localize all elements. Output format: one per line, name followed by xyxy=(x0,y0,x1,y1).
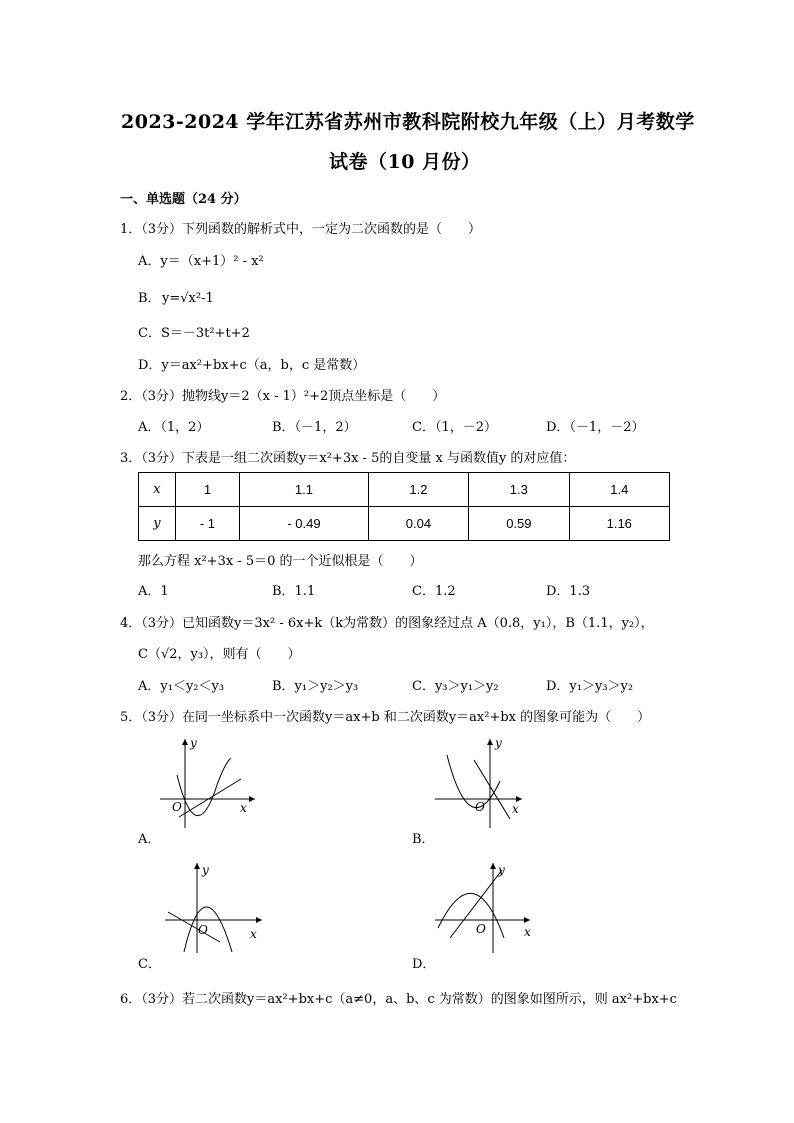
x-axis-label: x xyxy=(512,802,519,816)
x-axis-label: x xyxy=(250,927,257,941)
section-heading: 一、单选题（24 分） xyxy=(120,192,247,207)
y-axis-label: y xyxy=(190,736,197,750)
graph-a xyxy=(155,733,265,833)
table-cell: 1.3 xyxy=(469,473,569,507)
table-cell: x xyxy=(139,473,176,507)
y-axis-label: y xyxy=(495,736,502,750)
graph-b xyxy=(430,733,530,833)
page-title: 2023-2024 学年江苏省苏州市教科院附校九年级（上）月考数学 xyxy=(121,111,695,133)
q1-option-a: A．y＝（x+1）² - x² xyxy=(138,254,264,269)
table-cell: 0.04 xyxy=(368,507,468,541)
q2-option-a: A．（1，2） xyxy=(138,420,210,435)
q5-option-a: A． xyxy=(138,832,161,847)
q1-option-b-label: B． xyxy=(138,291,161,306)
y-axis-label: y xyxy=(498,863,505,877)
q1-option-c: C．S＝－3t²+t+2 xyxy=(138,326,250,341)
table-row xyxy=(139,507,670,541)
origin-label: O xyxy=(172,800,182,814)
table-cell: 1.16 xyxy=(569,507,669,541)
question-5-stem: 5．（3分）在同一坐标系中一次函数y＝ax+b 和二次函数y＝ax²+bx 的图象可能为（ ） xyxy=(120,710,651,725)
question-2-stem: 2．（3分）抛物线y＝2（x - 1）²+2顶点坐标是（ ） xyxy=(120,389,446,404)
q4-option-c: C．y₃＞y₁＞y₂ xyxy=(412,679,499,694)
table-cell: 0.59 xyxy=(469,507,569,541)
q1-option-b-expr: y=√x²-1 xyxy=(162,291,214,306)
q3-option-a: A．1 xyxy=(138,584,169,599)
x-axis-label: x xyxy=(524,925,531,939)
q3-option-d: D．1.3 xyxy=(546,584,591,599)
q2-option-c: C．（1，－2） xyxy=(412,420,497,435)
table-row xyxy=(139,473,670,507)
table-cell: y xyxy=(139,507,176,541)
graph-c xyxy=(160,858,270,958)
table-cell: - 0.49 xyxy=(240,507,369,541)
question-4-stem: 4．（3分）已知函数y＝3x² - 6x+k（k为常数）的图象经过点 A（0.8，y₁），B（1.1，y₂）， xyxy=(120,616,654,631)
y-axis-label: y xyxy=(202,863,209,877)
q3-follow-text: 那么方程 x²+3x - 5＝0 的一个近似根是（ ） xyxy=(138,554,423,569)
table-cell: 1.2 xyxy=(368,473,468,507)
q1-option-d: D．y＝ax²+bx+c（a，b，c 是常数） xyxy=(138,358,366,373)
q4-option-b: B．y₁＞y₂＞y₃ xyxy=(272,679,359,694)
table-cell: 1 xyxy=(175,473,239,507)
origin-label: O xyxy=(475,800,485,814)
table-cell: 1.1 xyxy=(240,473,369,507)
q5-option-c: C． xyxy=(138,957,161,972)
q4-option-a: A．y₁＜y₂＜y₃ xyxy=(138,679,225,694)
table-cell: 1.4 xyxy=(569,473,669,507)
value-table xyxy=(138,472,670,541)
q3-option-c: C．1.2 xyxy=(412,584,456,599)
question-1-stem: 1．（3分）下列函数的解析式中，一定为二次函数的是（ ） xyxy=(120,222,482,237)
question-3-stem: 3．（3分）下表是一组二次函数y＝x²+3x - 5的自变量 x 与函数值y 的对应值： xyxy=(120,451,576,466)
question-4-stem-line2: C（√2，y₃），则有（ ） xyxy=(138,647,301,662)
q4-option-d: D．y₁＞y₃＞y₂ xyxy=(546,679,634,694)
origin-label: O xyxy=(476,922,486,936)
q5-option-d: D． xyxy=(412,957,436,972)
q2-option-d: D．（－1，－2） xyxy=(546,420,645,435)
origin-label: O xyxy=(198,923,208,937)
page-title-line2: 试卷（10 月份） xyxy=(329,151,481,173)
table-cell: - 1 xyxy=(175,507,239,541)
graph-d xyxy=(430,858,540,958)
x-axis-label: x xyxy=(240,801,247,815)
q2-option-b: B．（－1，2） xyxy=(272,420,357,435)
q5-option-b: B． xyxy=(412,832,435,847)
question-6-stem: 6．（3分）若二次函数y＝ax²+bx+c（a≠0，a、b、c 为常数）的图象如图所示，则 ax²+bx+c xyxy=(120,992,677,1007)
q3-option-b: B．1.1 xyxy=(272,584,316,599)
